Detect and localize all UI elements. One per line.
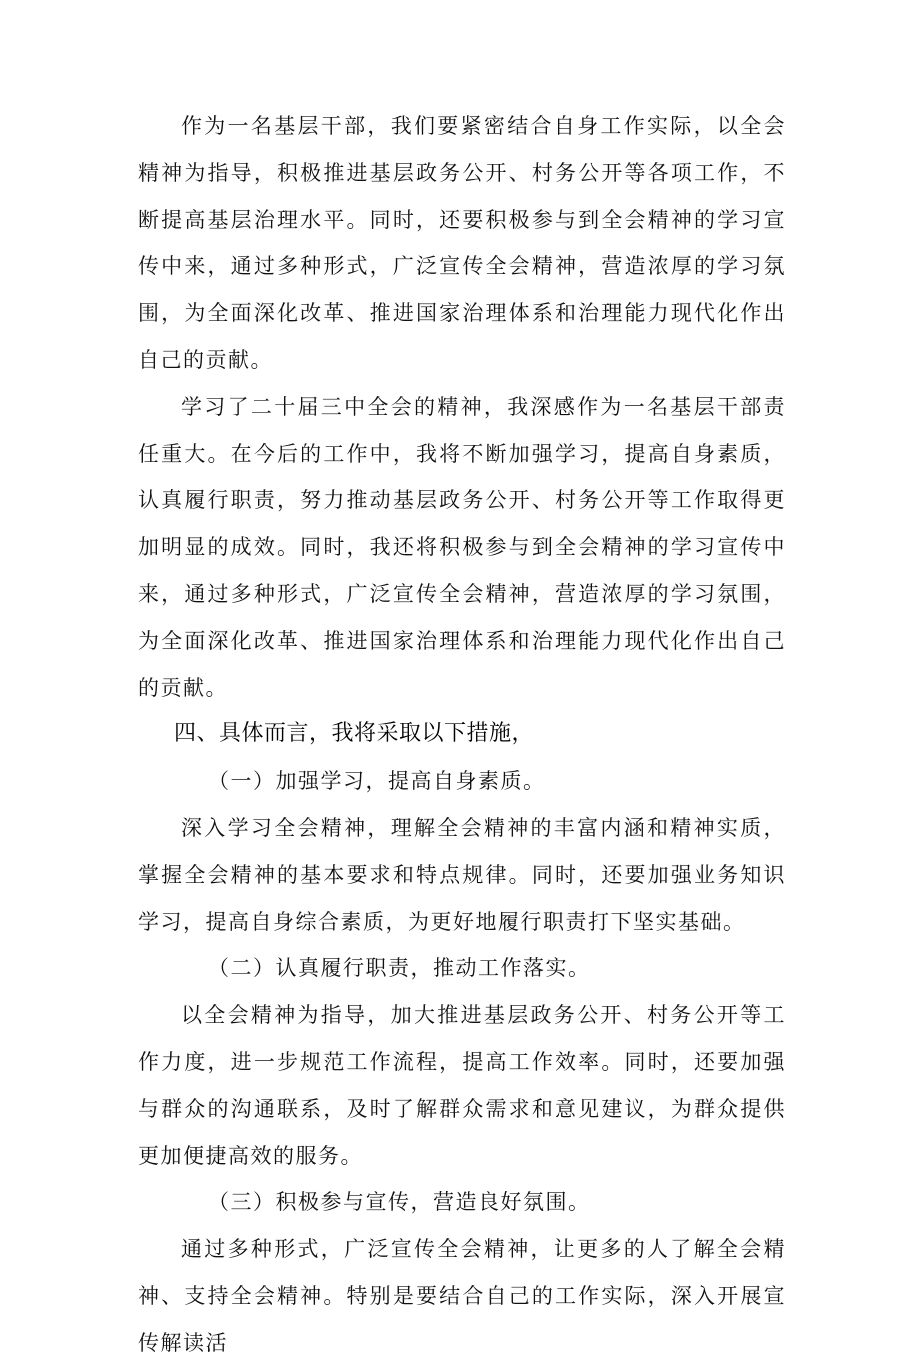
body-paragraph: 深入学习全会精神，理解全会精神的丰富内涵和精神实质，掌握全会精神的基本要求和特点规律。同时，还要加强业务知识学习，提高自身综合素质，为更好地履行职责打下坚实基础。 xyxy=(138,815,786,934)
body-paragraph: 以全会精神为指导，加大推进基层政务公开、村务公开等工作力度，进一步规范工作流程，提高工作效率。同时，还要加强与群众的沟通联系，及时了解群众需求和意见建议，为群众提供更加便捷高效的服务。 xyxy=(138,1003,786,1168)
body-paragraph: 学习了二十届三中全会的精神，我深感作为一名基层干部责任重大。在今后的工作中，我将不断加强学习，提高自身素质，认真履行职责，努力推动基层政务公开、村务公开等工作取得更加明显的成效。同时，我还将积极参与到全会精神的学习宣传中来，通过多种形式，广泛宣传全会精神，营造浓厚的学习氛围，为全面深化改革、推进国家治理体系和治理能力现代化作出自己的贡献。 xyxy=(138,394,786,700)
body-paragraph: 作为一名基层干部，我们要紧密结合自身工作实际，以全会精神为指导，积极推进基层政务公开、村务公开等各项工作，不断提高基层治理水平。同时，还要积极参与到全会精神的学习宣传中来，通过多种形式，广泛宣传全会精神，营造浓厚的学习氛围，为全面深化改革、推进国家治理体系和治理能力现代化作出自己的贡献。 xyxy=(138,114,786,372)
subsection-heading: （二）认真履行职责，推动工作落实。 xyxy=(208,956,591,981)
subsection-heading: （一）加强学习，提高自身素质。 xyxy=(208,769,546,794)
body-paragraph: 通过多种形式，广泛宣传全会精神，让更多的人了解全会精神、支持全会精神。特别是要结合自己的工作实际，深入开展宣传解读活 xyxy=(138,1237,786,1355)
document-body xyxy=(138,103,786,1367)
subsection-heading: （三）积极参与宣传，营造良好氛围。 xyxy=(208,1190,591,1215)
section-heading: 四、具体而言，我将采取以下措施， xyxy=(174,721,535,747)
